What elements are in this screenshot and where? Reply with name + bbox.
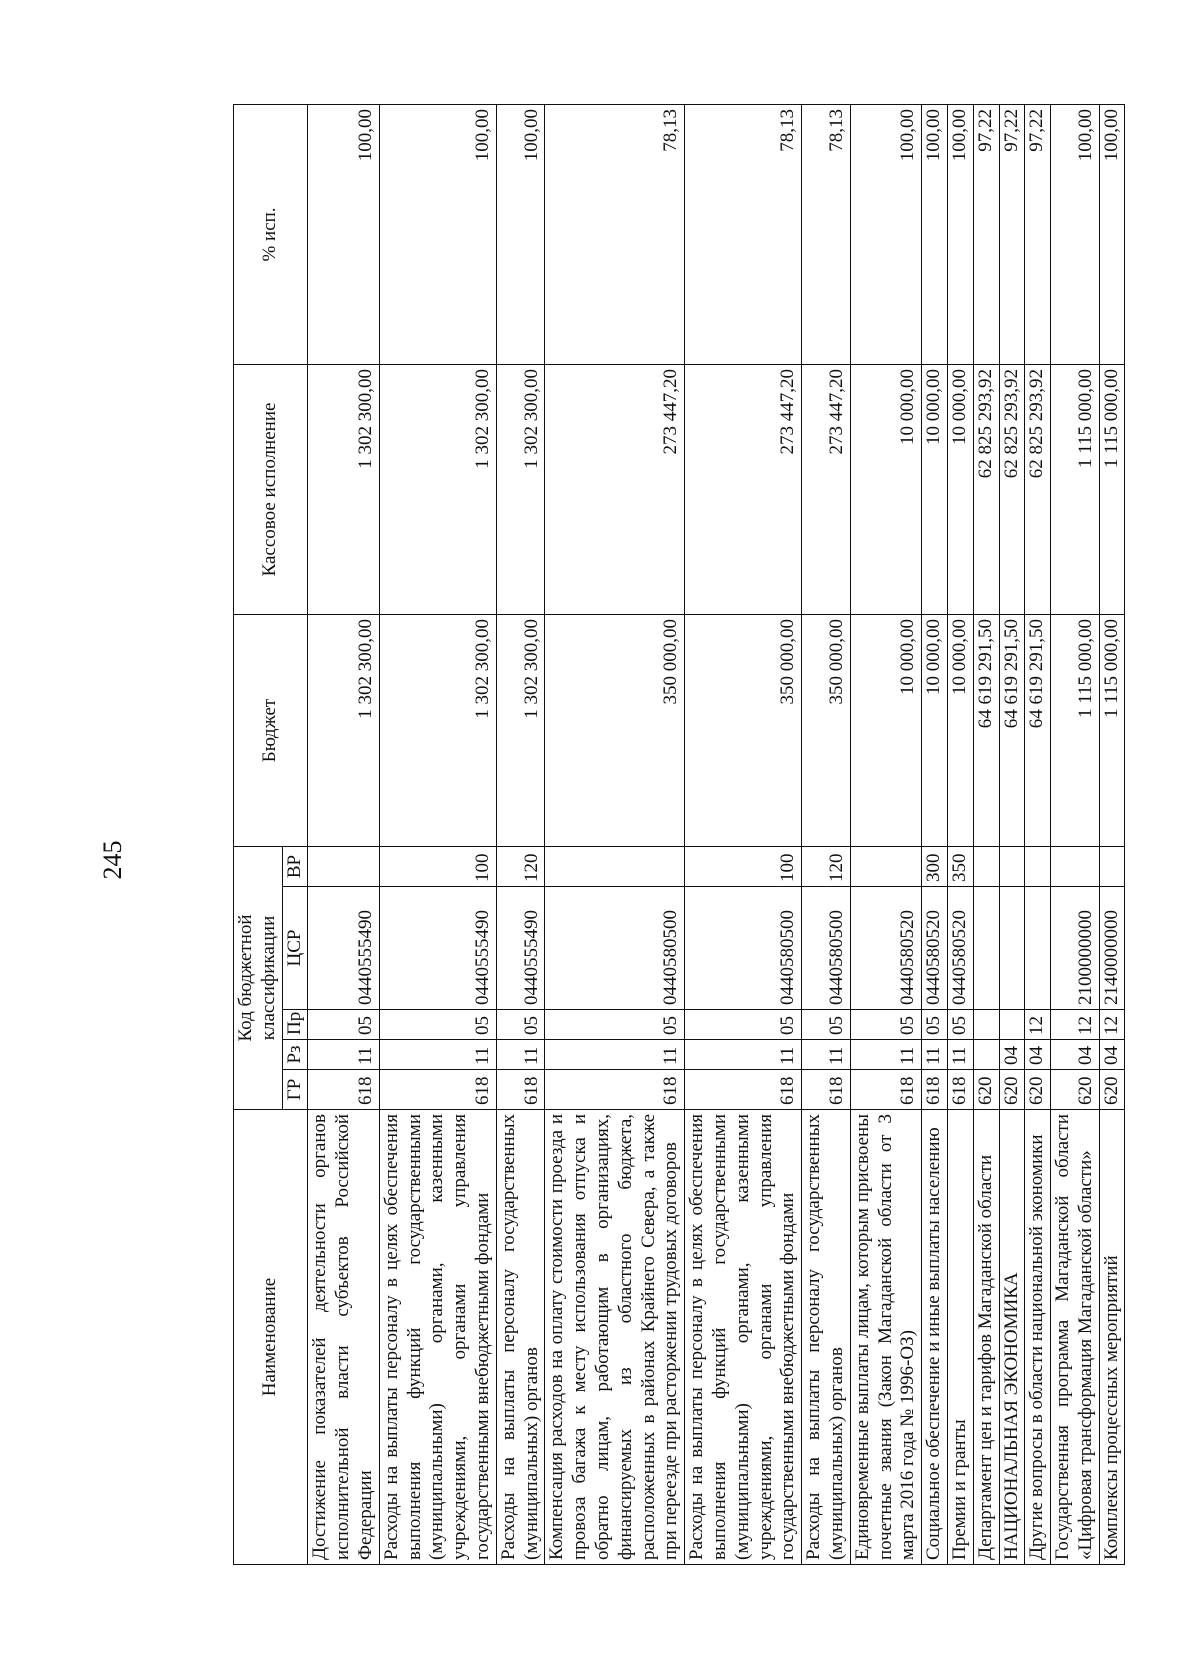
cell-cash: 1 302 300,00 bbox=[496, 364, 545, 614]
cell-csr: 0440580520 bbox=[947, 887, 973, 1010]
cell-name: Премии и гранты bbox=[947, 1110, 973, 1565]
cell-cash: 10 000,00 bbox=[947, 364, 973, 614]
cell-csr: 2140000000 bbox=[1099, 887, 1125, 1010]
cell-vr bbox=[1025, 846, 1051, 886]
cell-pr: 12 bbox=[1051, 1010, 1100, 1040]
cell-budget: 64 619 291,50 bbox=[1025, 614, 1051, 846]
table-row bbox=[1099, 104, 1125, 1564]
cell-name: НАЦИОНАЛЬНАЯ ЭКОНОМИКА bbox=[999, 1110, 1025, 1565]
cell-gr: 618 bbox=[850, 1070, 921, 1110]
cell-cash: 1 302 300,00 bbox=[379, 364, 496, 614]
cell-csr bbox=[973, 887, 999, 1010]
cell-gr: 620 bbox=[1099, 1070, 1125, 1110]
cell-name: Достижение показателей деятельности органов исполнительной власти субъектов Российской Федерации bbox=[308, 1110, 379, 1565]
cell-rz: 04 bbox=[999, 1040, 1025, 1070]
cell-cash: 10 000,00 bbox=[850, 364, 921, 614]
cell-budget: 350 000,00 bbox=[802, 614, 851, 846]
cell-pct: 100,00 bbox=[947, 104, 973, 364]
cell-pr: 05 bbox=[947, 1010, 973, 1040]
cell-budget: 10 000,00 bbox=[922, 614, 948, 846]
cell-cash: 1 115 000,00 bbox=[1051, 364, 1100, 614]
cell-gr: 618 bbox=[545, 1070, 685, 1110]
cell-vr: 120 bbox=[496, 846, 545, 886]
cell-vr bbox=[850, 846, 921, 886]
cell-pct: 100,00 bbox=[496, 104, 545, 364]
cell-name: Другие вопросы в области национальной экономики bbox=[1025, 1110, 1051, 1565]
cell-name: Департамент цен и тарифов Магаданской области bbox=[973, 1110, 999, 1565]
cell-pct: 97,22 bbox=[1025, 104, 1051, 364]
cell-gr: 620 bbox=[1051, 1070, 1100, 1110]
cell-name: Расходы на выплаты персоналу государственных (муниципальных) органов bbox=[802, 1110, 851, 1565]
table-row bbox=[496, 104, 545, 1564]
cell-budget: 10 000,00 bbox=[947, 614, 973, 846]
cell-pct: 78,13 bbox=[685, 104, 802, 364]
cell-cash: 62 825 293,92 bbox=[999, 364, 1025, 614]
cell-pct: 97,22 bbox=[973, 104, 999, 364]
table-row bbox=[947, 104, 973, 1564]
table-row bbox=[379, 104, 496, 1564]
cell-vr: 120 bbox=[802, 846, 851, 886]
header-name: Наименование bbox=[234, 1110, 308, 1565]
cell-pr bbox=[999, 1010, 1025, 1040]
cell-rz: 11 bbox=[308, 1040, 379, 1070]
cell-gr: 618 bbox=[308, 1070, 379, 1110]
cell-vr: 350 bbox=[947, 846, 973, 886]
cell-budget: 1 115 000,00 bbox=[1099, 614, 1125, 846]
table-header bbox=[234, 104, 308, 1564]
cell-pct: 100,00 bbox=[850, 104, 921, 364]
cell-pct: 100,00 bbox=[308, 104, 379, 364]
table-row bbox=[308, 104, 379, 1564]
table-row bbox=[922, 104, 948, 1564]
table-row bbox=[545, 104, 685, 1564]
cell-budget: 10 000,00 bbox=[850, 614, 921, 846]
cell-name: Компенсация расходов на оплату стоимости проезда и провоза багажа к месту использования отпуска и обратно лицам, работающим в организациях, финансируемых из областного бюджета, расположенных в районах Крайнего Севера, а также при переезде при расторжении трудовых договоров bbox=[545, 1110, 685, 1565]
cell-csr bbox=[999, 887, 1025, 1010]
budget-table bbox=[233, 104, 1125, 1565]
cell-pr: 05 bbox=[922, 1010, 948, 1040]
cell-budget: 1 302 300,00 bbox=[379, 614, 496, 846]
header-csr: ЦСР bbox=[282, 887, 308, 1010]
cell-csr: 0440580500 bbox=[685, 887, 802, 1010]
cell-csr bbox=[1025, 887, 1051, 1010]
cell-name: Государственная программа Магаданской области «Цифровая трансформация Магаданской области» bbox=[1051, 1110, 1100, 1565]
cell-pr: 05 bbox=[545, 1010, 685, 1040]
header-code-group: Код бюджетной классификации bbox=[234, 846, 283, 1109]
cell-name: Комплексы процессных мероприятий bbox=[1099, 1110, 1125, 1565]
cell-csr: 0440555490 bbox=[308, 887, 379, 1010]
cell-gr: 618 bbox=[947, 1070, 973, 1110]
cell-rz bbox=[973, 1040, 999, 1070]
header-pr: Пр bbox=[282, 1010, 308, 1040]
cell-rz: 04 bbox=[1051, 1040, 1100, 1070]
cell-gr: 618 bbox=[922, 1070, 948, 1110]
cell-budget: 1 115 000,00 bbox=[1051, 614, 1100, 846]
cell-pct: 78,13 bbox=[802, 104, 851, 364]
cell-name: Социальное обеспечение и иные выплаты населению bbox=[922, 1110, 948, 1565]
cell-csr: 0440580500 bbox=[802, 887, 851, 1010]
header-rz: Рз bbox=[282, 1040, 308, 1070]
cell-rz: 11 bbox=[947, 1040, 973, 1070]
cell-pct: 100,00 bbox=[1051, 104, 1100, 364]
table-row bbox=[999, 104, 1025, 1564]
header-gr: ГР bbox=[282, 1070, 308, 1110]
cell-cash: 273 447,20 bbox=[545, 364, 685, 614]
cell-rz: 04 bbox=[1099, 1040, 1125, 1070]
cell-budget: 64 619 291,50 bbox=[999, 614, 1025, 846]
table-body bbox=[308, 104, 1125, 1564]
cell-vr bbox=[545, 846, 685, 886]
header-budget: Бюджет bbox=[234, 614, 308, 846]
page-number: 245 bbox=[98, 840, 127, 880]
cell-cash: 1 115 000,00 bbox=[1099, 364, 1125, 614]
cell-csr: 0440555490 bbox=[379, 887, 496, 1010]
cell-budget: 350 000,00 bbox=[685, 614, 802, 846]
header-pct: % исп. bbox=[234, 104, 308, 364]
table-row bbox=[1025, 104, 1051, 1564]
header-cash: Кассовое исполнение bbox=[234, 364, 308, 614]
cell-cash: 62 825 293,92 bbox=[973, 364, 999, 614]
cell-rz: 11 bbox=[922, 1040, 948, 1070]
cell-cash: 1 302 300,00 bbox=[308, 364, 379, 614]
cell-pr: 05 bbox=[802, 1010, 851, 1040]
cell-csr: 2100000000 bbox=[1051, 887, 1100, 1010]
cell-gr: 620 bbox=[973, 1070, 999, 1110]
cell-budget: 350 000,00 bbox=[545, 614, 685, 846]
cell-rz: 11 bbox=[850, 1040, 921, 1070]
cell-rz: 11 bbox=[545, 1040, 685, 1070]
cell-pct: 78,13 bbox=[545, 104, 685, 364]
cell-rz: 11 bbox=[802, 1040, 851, 1070]
cell-cash: 273 447,20 bbox=[802, 364, 851, 614]
table-row bbox=[850, 104, 921, 1564]
cell-gr: 618 bbox=[802, 1070, 851, 1110]
cell-rz: 04 bbox=[1025, 1040, 1051, 1070]
table-row bbox=[685, 104, 802, 1564]
cell-csr: 0440580500 bbox=[545, 887, 685, 1010]
cell-pr: 05 bbox=[379, 1010, 496, 1040]
cell-gr: 620 bbox=[1025, 1070, 1051, 1110]
cell-vr bbox=[973, 846, 999, 886]
cell-cash: 273 447,20 bbox=[685, 364, 802, 614]
cell-csr: 0440580520 bbox=[922, 887, 948, 1010]
cell-gr: 618 bbox=[685, 1070, 802, 1110]
cell-name: Расходы на выплаты персоналу государственных (муниципальных) органов bbox=[496, 1110, 545, 1565]
cell-name: Расходы на выплаты персоналу в целях обеспечения выполнения функций государственными (муниципальными) органами, казенными учреждениями, органами управления государственными внебюджетными фондами bbox=[379, 1110, 496, 1565]
cell-pr: 05 bbox=[308, 1010, 379, 1040]
cell-name: Расходы на выплаты персоналу в целях обеспечения выполнения функций государственными (муниципальными) органами, казенными учреждениями, органами управления государственными внебюджетными фондами bbox=[685, 1110, 802, 1565]
cell-rz: 11 bbox=[379, 1040, 496, 1070]
cell-cash: 62 825 293,92 bbox=[1025, 364, 1051, 614]
cell-pr: 12 bbox=[1099, 1010, 1125, 1040]
cell-gr: 620 bbox=[999, 1070, 1025, 1110]
cell-pr: 05 bbox=[496, 1010, 545, 1040]
cell-rz: 11 bbox=[685, 1040, 802, 1070]
cell-vr bbox=[1051, 846, 1100, 886]
cell-vr: 100 bbox=[685, 846, 802, 886]
cell-csr: 0440555490 bbox=[496, 887, 545, 1010]
cell-vr bbox=[999, 846, 1025, 886]
cell-vr bbox=[1099, 846, 1125, 886]
cell-pr: 05 bbox=[685, 1010, 802, 1040]
table-row bbox=[973, 104, 999, 1564]
cell-pct: 97,22 bbox=[999, 104, 1025, 364]
cell-pr bbox=[973, 1010, 999, 1040]
cell-name: Единовременные выплаты лицам, которым присвоены почетные звания (Закон Магаданской области от 3 марта 2016 года № 1996-ОЗ) bbox=[850, 1110, 921, 1565]
cell-vr: 100 bbox=[379, 846, 496, 886]
table-row bbox=[1051, 104, 1100, 1564]
cell-rz: 11 bbox=[496, 1040, 545, 1070]
cell-budget: 1 302 300,00 bbox=[496, 614, 545, 846]
cell-pct: 100,00 bbox=[1099, 104, 1125, 364]
cell-pct: 100,00 bbox=[922, 104, 948, 364]
cell-budget: 1 302 300,00 bbox=[308, 614, 379, 846]
cell-budget: 64 619 291,50 bbox=[973, 614, 999, 846]
cell-pr: 05 bbox=[850, 1010, 921, 1040]
cell-pr: 12 bbox=[1025, 1010, 1051, 1040]
cell-vr bbox=[308, 846, 379, 886]
table-row bbox=[802, 104, 851, 1564]
cell-cash: 10 000,00 bbox=[922, 364, 948, 614]
cell-gr: 618 bbox=[379, 1070, 496, 1110]
cell-csr: 0440580520 bbox=[850, 887, 921, 1010]
cell-pct: 100,00 bbox=[379, 104, 496, 364]
header-vr: ВР bbox=[282, 846, 308, 886]
cell-gr: 618 bbox=[496, 1070, 545, 1110]
budget-table-container bbox=[233, 105, 1143, 1565]
cell-vr: 300 bbox=[922, 846, 948, 886]
